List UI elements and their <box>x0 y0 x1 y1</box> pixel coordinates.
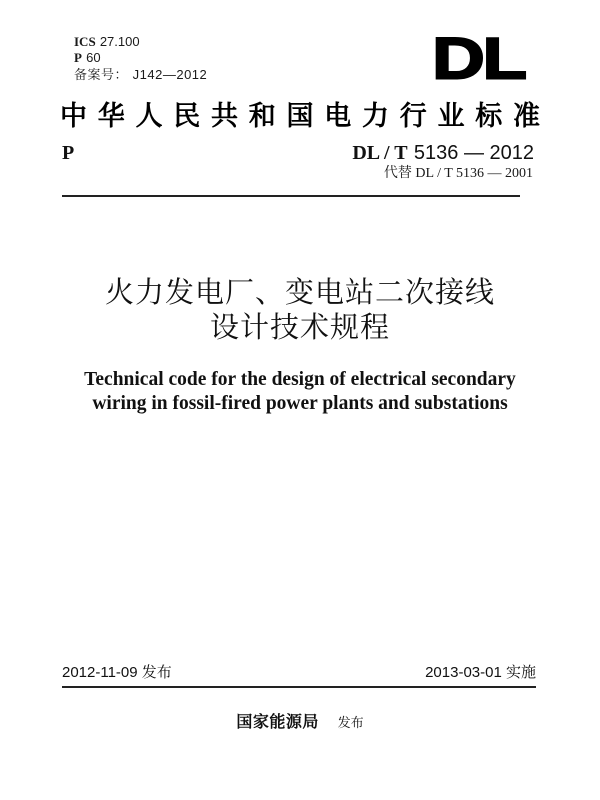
banner-char: 业 <box>437 101 465 132</box>
dl-logo: DL <box>432 26 525 92</box>
banner-char: 共 <box>211 101 238 132</box>
chinese-title-line-2: 设计技术规程 <box>209 310 390 344</box>
effective-date: 2013-03-01 实施 <box>425 664 536 681</box>
standard-banner <box>60 101 540 133</box>
banner-char: 行 <box>399 101 427 132</box>
record-number <box>74 67 207 83</box>
banner-char: 准 <box>513 101 540 132</box>
ics-code <box>74 34 140 50</box>
replaces-standard <box>384 166 533 182</box>
category-code <box>74 50 101 66</box>
replaces-label: 代替 <box>383 166 412 181</box>
banner-char: 标 <box>475 101 503 132</box>
publisher-name: 国家能源局 <box>236 712 319 731</box>
replaces-number: 5136 — 2001 <box>456 166 533 181</box>
category-label: P <box>74 50 82 65</box>
english-title-line-1: Technical code for the design of electrical secondary <box>84 369 516 390</box>
standard-prefix: DL / T <box>352 142 408 164</box>
ics-value: 27.100 <box>99 34 140 49</box>
english-title-line-2: wiring in fossil-fired power plants and substations <box>92 393 508 414</box>
banner-char: 力 <box>362 101 389 132</box>
record-value: J142—2012 <box>132 67 208 82</box>
replaces-prefix: DL / T <box>415 166 453 181</box>
banner-char: 民 <box>173 101 201 132</box>
banner-char: 人 <box>135 101 163 132</box>
standard-category: P <box>62 142 75 164</box>
banner-char: 华 <box>97 101 125 132</box>
issue-date: 2012-11-09 发布 <box>62 664 172 681</box>
standard-number-value: 5136 — 2012 <box>413 142 534 164</box>
ics-label: ICS <box>74 34 96 49</box>
banner-char: 国 <box>286 101 314 132</box>
footer-divider <box>62 686 536 688</box>
banner-char: 中 <box>60 101 87 132</box>
chinese-title-line-1: 火力发电厂、变电站二次接线 <box>104 275 495 309</box>
banner-char: 电 <box>324 101 352 132</box>
banner-char: 和 <box>248 101 276 132</box>
category-value: 60 <box>86 50 101 65</box>
publisher <box>0 712 600 734</box>
header-divider <box>62 195 520 197</box>
standard-number <box>352 141 534 164</box>
record-label: 备案号： <box>74 68 129 83</box>
publisher-action: 发布 <box>337 716 364 731</box>
